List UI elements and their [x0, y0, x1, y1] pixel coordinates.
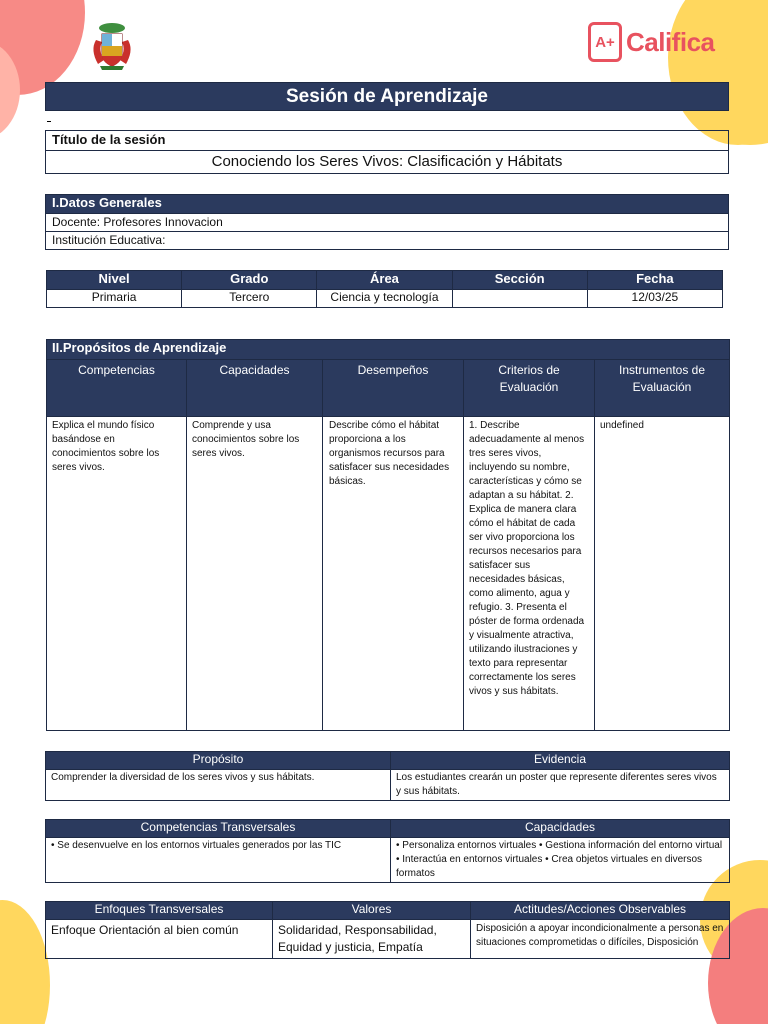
califica-logo — [588, 20, 715, 64]
values-header: Valores — [273, 902, 471, 920]
attitudes-header: Actitudes/Acciones Observables — [471, 902, 730, 920]
institucion-line: Institución Educativa: — [46, 232, 729, 250]
info-value-grado: Tercero — [182, 290, 317, 308]
info-value-nivel: Primaria — [47, 290, 182, 308]
purposes-cell-criterios: 1. Describe adecuadamente al menos tres seres vivos, incluyendo su nombre, características y cómo se adaptan a su hábitat. 2. Explica de manera clara cómo el hábitat de cada ser vivo proporciona los recursos necesarios para satisfacer sus necesidades básicas, como alimento, agua y refugio. 3. Presenta el póster de forma ordenada y visualmente atractiva, utilizando ilustraciones y texto para representar correctamente los seres vivos y sus hábitats. — [464, 417, 595, 731]
coat-of-arms-emblem — [88, 20, 136, 72]
purposes-header-criterios: Criterios de Evaluación — [464, 360, 595, 417]
califica-logo-text: Califica — [626, 26, 715, 57]
evidence-value: Los estudiantes crearán un poster que represente diferentes seres vivos y sus hábitats. — [391, 770, 730, 801]
values-value: Solidaridad, Responsabilidad, Equidad y justicia, Empatía — [273, 920, 471, 959]
attitudes-value: Disposición a apoyar incondicionalmente a personas en situaciones comprometidas o difíciles, Disposición — [471, 920, 730, 959]
info-table — [46, 270, 723, 308]
approaches-value: Enfoque Orientación al bien común — [46, 920, 273, 959]
general-data-heading: I.Datos Generales — [46, 195, 729, 214]
purposes-header-desempenos: Desempeños — [323, 360, 464, 417]
info-header-nivel: Nivel — [47, 271, 182, 290]
session-title-value: Conociendo los Seres Vivos: Clasificación y Hábitats — [46, 151, 729, 174]
title-underline-mark — [47, 121, 51, 122]
purposes-heading: II.Propósitos de Aprendizaje — [47, 340, 730, 360]
approaches-table — [45, 901, 729, 959]
transversal-competencies-value: • Se desenvuelve en los entornos virtuales generados por las TIC — [46, 838, 391, 883]
califica-logo-badge: A+ — [595, 33, 615, 51]
page-title-banner — [45, 82, 729, 111]
decor-blob-bottom-left — [0, 900, 50, 1024]
purposes-header-instrumentos: Instrumentos de Evaluación — [595, 360, 730, 417]
transversal-competencies-table — [45, 819, 729, 883]
info-value-seccion — [452, 290, 587, 308]
purposes-cell-desempenos: Describe cómo el hábitat proporciona a los organismos recursos para satisfacer sus necesidades básicas. — [323, 417, 464, 731]
purpose-header: Propósito — [46, 752, 391, 770]
general-data-section — [45, 194, 729, 250]
docente-line: Docente: Profesores Innovacion — [46, 214, 729, 232]
approaches-header: Enfoques Transversales — [46, 902, 273, 920]
purpose-evidence-table — [45, 751, 729, 801]
purposes-header-competencias: Competencias — [47, 360, 187, 417]
evidence-header: Evidencia — [391, 752, 730, 770]
info-header-area: Área — [317, 271, 452, 290]
purposes-cell-instrumentos: undefined — [595, 417, 730, 731]
session-title-box — [45, 130, 729, 174]
purposes-cell-capacidades: Comprende y usa conocimientos sobre los seres vivos. — [187, 417, 323, 731]
califica-logo-icon — [588, 22, 622, 62]
info-header-fecha: Fecha — [587, 271, 722, 290]
transversal-competencies-header: Competencias Transversales — [46, 820, 391, 838]
info-value-area: Ciencia y tecnología — [317, 290, 452, 308]
purposes-section — [46, 339, 729, 731]
transversal-capacities-value: • Personaliza entornos virtuales • Gestiona información del entorno virtual • Interactúa en entornos virtuales • Crea objetos virtuales en diversos formatos — [391, 838, 730, 883]
info-value-fecha: 12/03/25 — [587, 290, 722, 308]
purpose-value: Comprender la diversidad de los seres vivos y sus hábitats. — [46, 770, 391, 801]
transversal-capacities-header: Capacidades — [391, 820, 730, 838]
info-header-grado: Grado — [182, 271, 317, 290]
info-header-seccion: Sección — [452, 271, 587, 290]
purposes-header-capacidades: Capacidades — [187, 360, 323, 417]
purposes-cell-competencias: Explica el mundo físico basándose en conocimientos sobre los seres vivos. — [47, 417, 187, 731]
page-title: Sesión de Aprendizaje — [285, 86, 488, 107]
session-title-label: Título de la sesión — [46, 131, 729, 151]
